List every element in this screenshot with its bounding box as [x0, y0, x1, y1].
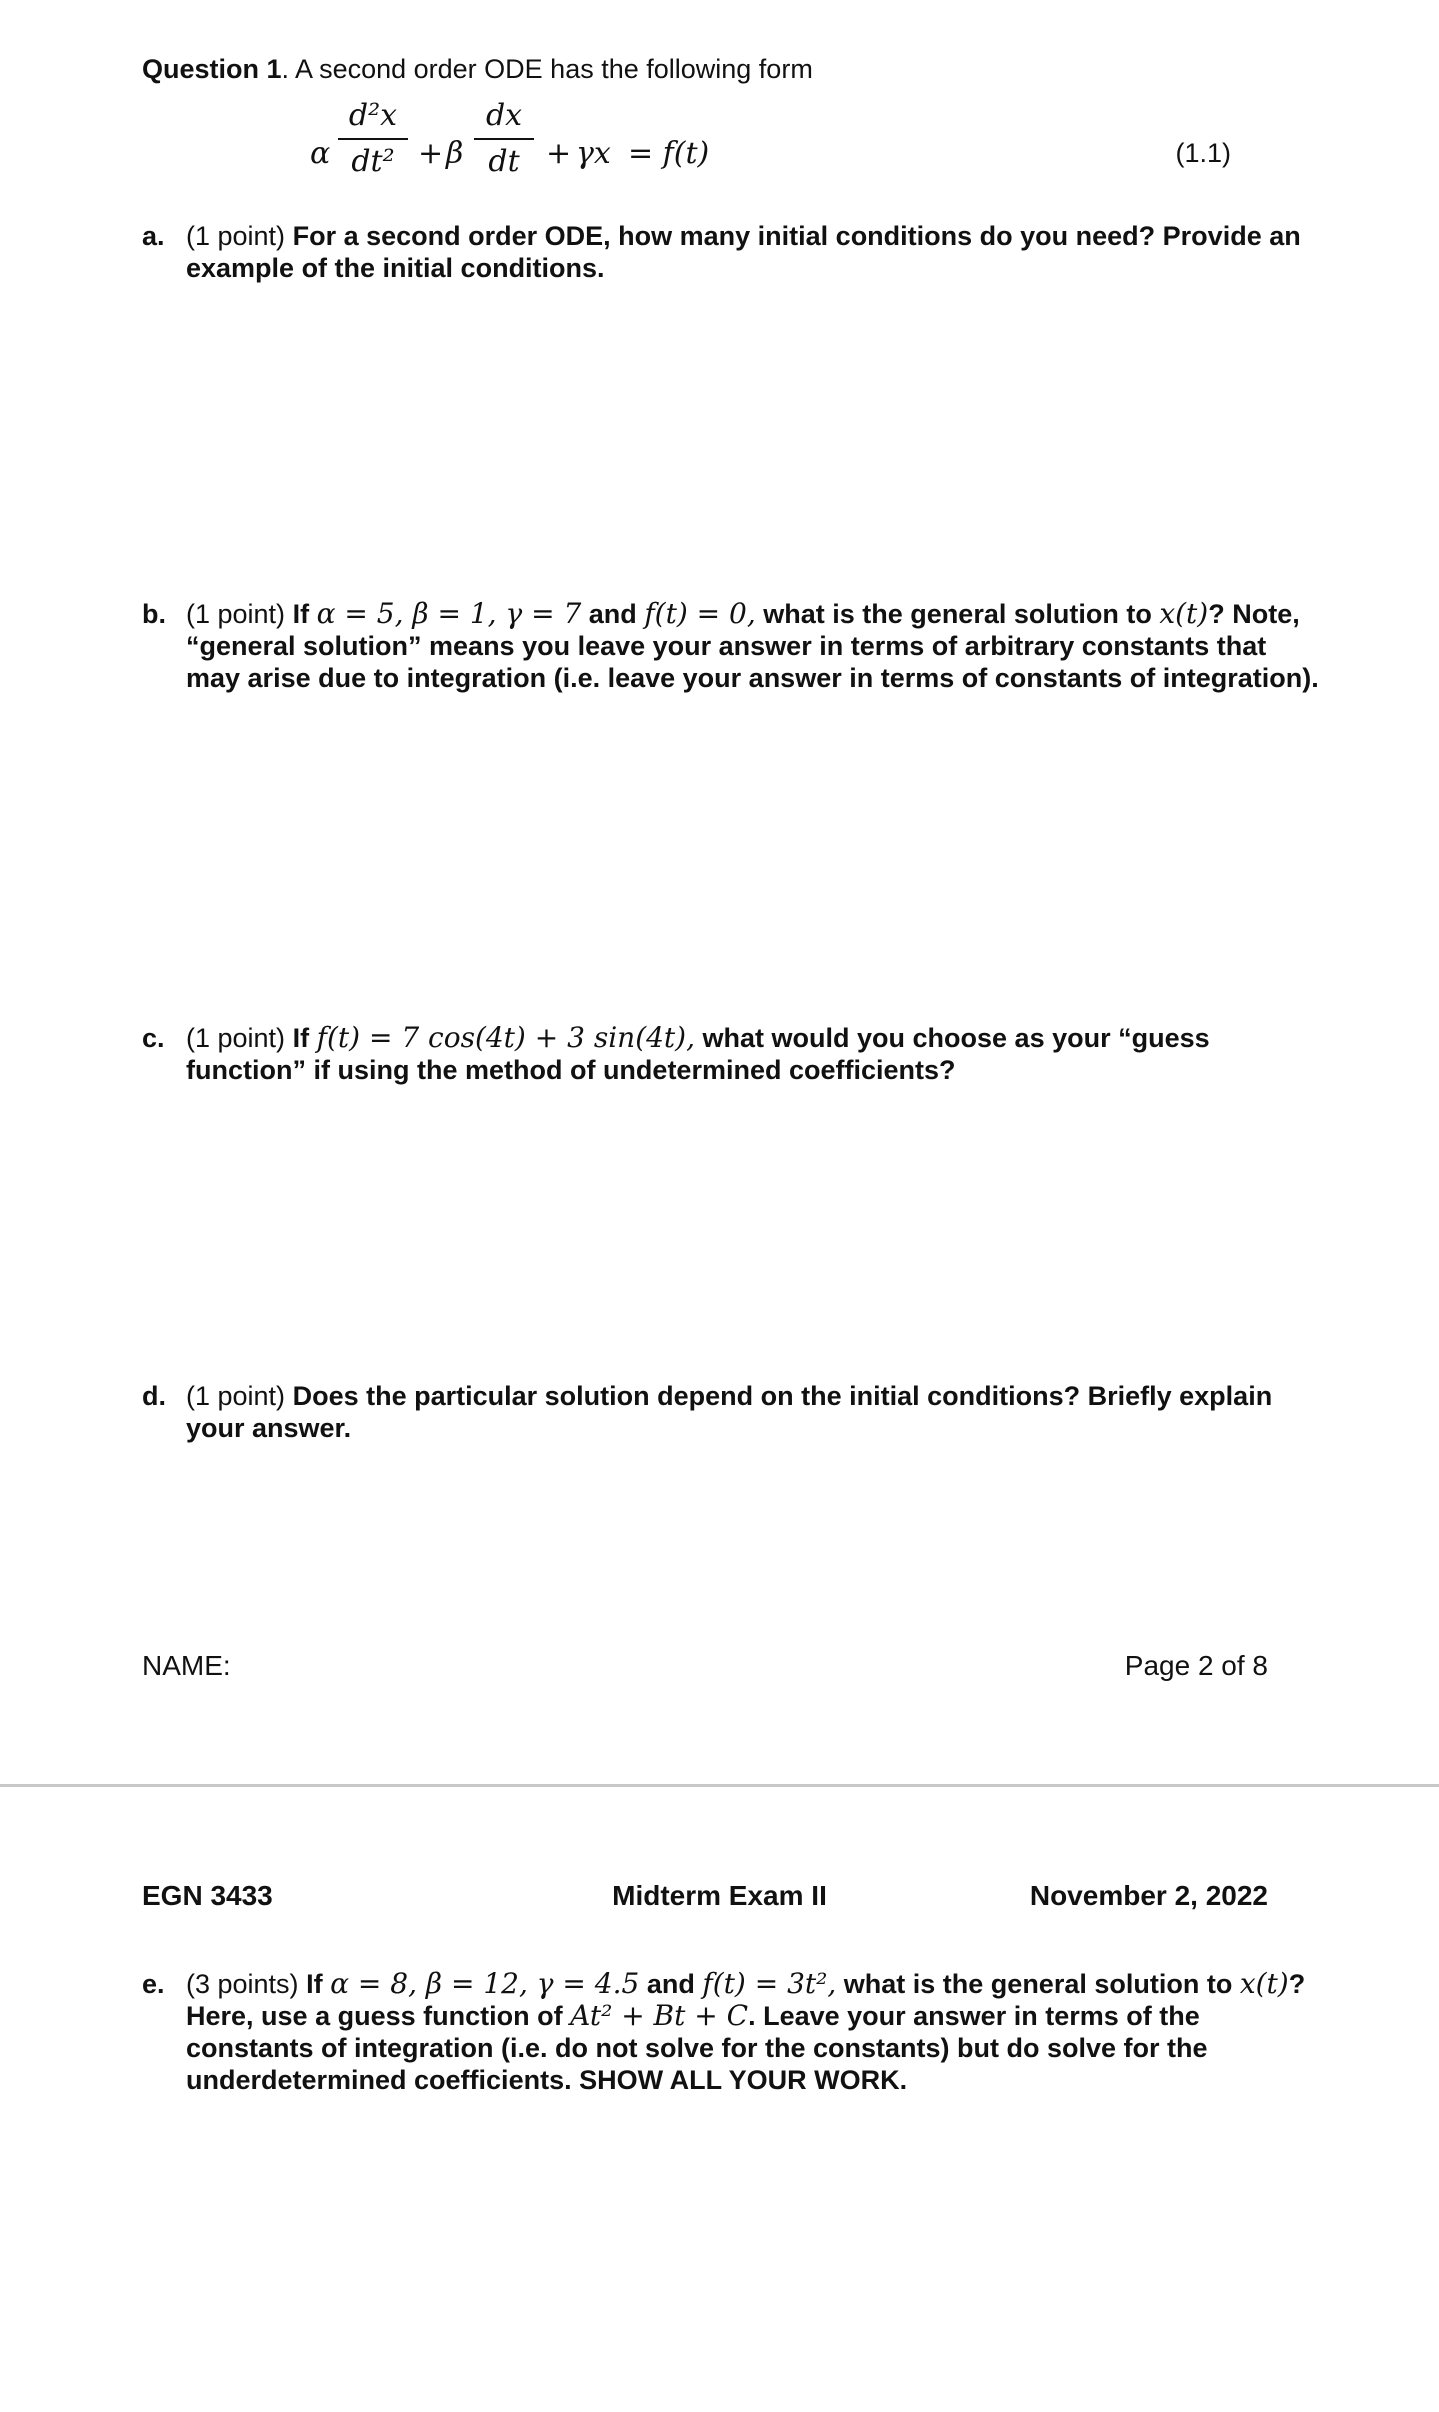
- eq-frac2-numerator: dx: [485, 98, 523, 133]
- exam-date: November 2, 2022: [1029, 1880, 1268, 1911]
- page-number: Page 2 of 8: [1124, 1650, 1268, 1681]
- part-c-question: what would you choose as your “guess function” if using the method of undetermined coefficients?: [186, 1023, 1210, 1085]
- eq-fraction-first-derivative: [474, 96, 534, 182]
- part-e-letter: e.: [142, 1969, 165, 1999]
- eq-alpha: α: [310, 136, 331, 171]
- part-b-and: and: [588, 599, 637, 629]
- equation-number: (1.1): [1175, 138, 1231, 168]
- part-b-letter: b.: [142, 599, 166, 629]
- part-b-body: [186, 598, 1326, 694]
- part-b-question-2: ? Note, “general solution” means you leave your answer in terms of arbitrary constants that may arise due to integration (i.e. leave your answer in terms of constants of integration).: [186, 599, 1319, 693]
- eq-plus-1: +: [418, 136, 444, 171]
- part-b-forcing: f(t) = 0,: [644, 597, 756, 630]
- part-b-params: α = 5, β = 1, γ = 7: [316, 597, 582, 630]
- part-e-if: If: [306, 1969, 323, 1999]
- eq-gamma-x: γx: [576, 136, 611, 171]
- part-d-letter: d.: [142, 1381, 166, 1411]
- part-e-question-2: ? Here, use a guess function of: [186, 1969, 1306, 2031]
- part-c-body: [186, 1022, 1326, 1086]
- question-title: [142, 52, 813, 86]
- part-e-xt: x(t): [1239, 1967, 1289, 2000]
- part-e-forcing: f(t) = 3t²,: [702, 1967, 837, 2000]
- part-c-forcing: f(t) = 7 cos(4t) + 3 sin(4t),: [316, 1021, 696, 1054]
- part-b-points: (1 point): [186, 599, 286, 629]
- question-intro: . A second order ODE has the following form: [281, 54, 813, 84]
- part-e-guess-function: At² + Bt + C: [570, 1999, 749, 2032]
- ode-equation: [310, 96, 1310, 196]
- course-code: EGN 3433: [142, 1880, 273, 1911]
- part-b-xt: x(t): [1159, 597, 1209, 630]
- part-e-points: (3 points): [186, 1969, 299, 1999]
- eq-frac2-denominator: dt: [488, 144, 520, 179]
- part-c-points: (1 point): [186, 1023, 286, 1053]
- eq-equals-f: = f(t): [628, 136, 710, 171]
- part-c-letter: c.: [142, 1023, 165, 1053]
- page-divider: [0, 1784, 1439, 1787]
- part-a-body: [186, 220, 1326, 284]
- name-label: NAME:: [142, 1650, 231, 1681]
- part-c-if: If: [292, 1023, 310, 1053]
- part-e-question-1: what is the general solution to: [843, 1969, 1233, 1999]
- eq-frac1-denominator: dt²: [351, 144, 395, 179]
- part-e-body: [186, 1968, 1326, 2096]
- part-a-question: For a second order ODE, how many initial conditions do you need? Provide an example of the initial conditions.: [186, 221, 1301, 283]
- part-b-if: If: [292, 599, 310, 629]
- part-d-body: [186, 1380, 1326, 1444]
- eq-frac2-bar: [474, 138, 534, 140]
- part-e-question-3: . Leave your answer in terms of the constants of integration (i.e. do not solve for the constants) but do solve for the underdetermined coefficients. SHOW ALL YOUR WORK.: [186, 2001, 1208, 2095]
- eq-fraction-second-derivative: [338, 96, 408, 182]
- question-label: Question 1: [142, 54, 282, 84]
- part-b-question-1: what is the general solution to: [763, 599, 1152, 629]
- eq-frac1-bar: [338, 138, 408, 140]
- eq-frac1-numerator: d²x: [348, 98, 398, 133]
- part-e-params: α = 8, β = 12, γ = 4.5: [330, 1967, 640, 2000]
- eq-beta: β: [446, 136, 464, 171]
- exam-title: Midterm Exam II: [612, 1880, 827, 1911]
- part-d-points: (1 point): [186, 1381, 286, 1411]
- part-e-and: and: [646, 1969, 695, 1999]
- eq-plus-2: +: [546, 136, 572, 171]
- part-a-letter: a.: [142, 221, 165, 251]
- part-a-points: (1 point): [186, 221, 286, 251]
- part-d-question: Does the particular solution depend on the initial conditions? Briefly explain your answer.: [186, 1381, 1273, 1443]
